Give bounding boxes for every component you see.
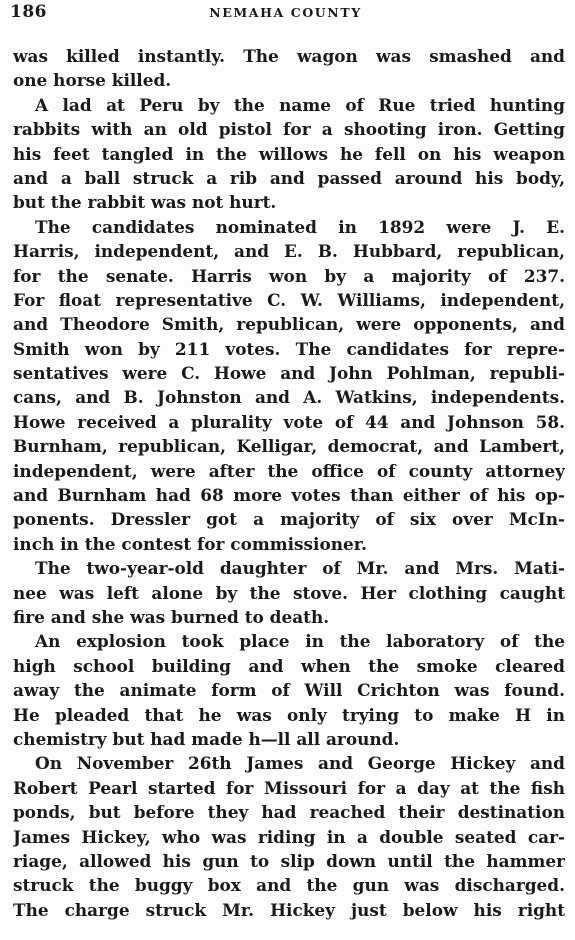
text-line: Smith won by 211 votes. The candidates for repre- (13, 338, 565, 359)
paragraph (13, 93, 565, 215)
text-line: A lad at Peru by the name of Rue tried hunting (35, 94, 565, 115)
text-line: and Burnham had 68 more votes than either of his op- (13, 485, 565, 506)
text-line: was killed instantly. The wagon was smashed and (13, 46, 565, 66)
text-line: inch in the contest for commissioner. (13, 533, 367, 554)
running-head (10, 2, 561, 24)
text-line: The charge struck Mr. Hickey just below his right (13, 899, 565, 920)
text-line: nee was left alone by the stove. Her clothing caught (13, 582, 565, 603)
text-line: He pleaded that he was only trying to make H in (13, 704, 565, 725)
text-line: Robert Pearl started for Missouri for a day at the fish (13, 777, 565, 798)
text-line: On November 26th James and George Hickey and (35, 753, 565, 774)
text-line: Howe received a plurality vote of 44 and Johnson 58. (13, 411, 565, 432)
text-line: independent, were after the office of county attorney (13, 460, 565, 481)
paragraph (13, 556, 565, 629)
text-line: An explosion took place in the laboratory of the (35, 631, 565, 652)
page-number: 186 (10, 2, 47, 22)
text-line: and a ball struck a rib and passed around his body, (13, 167, 565, 188)
text-line: sentatives were C. Howe and John Pohlman, republi- (13, 363, 565, 384)
text-line: and Theodore Smith, republican, were opponents, and (13, 314, 565, 335)
text-line: high school building and when the smoke cleared (13, 655, 565, 676)
text-line: cans, and B. Johnston and A. Watkins, independents. (13, 387, 565, 408)
paragraph (13, 44, 565, 93)
text-line: riage, allowed his gun to slip down until the hammer (13, 850, 565, 871)
body-text (13, 44, 565, 922)
text-line: James Hickey, who was riding in a double seated car- (13, 826, 565, 847)
text-line: struck the buggy box and the gun was discharged. (13, 875, 565, 896)
text-line: chemistry but had made h—ll all around. (13, 728, 400, 749)
text-line: Burnham, republican, Kelligar, democrat, and Lambert, (13, 436, 565, 457)
text-line: Harris, independent, and E. B. Hubbard, republican, (13, 241, 565, 262)
text-line: one horse killed. (13, 70, 172, 91)
text-line: rabbits with an old pistol for a shooting iron. Getting (13, 119, 565, 140)
text-line: away the animate form of Will Crichton was found. (13, 680, 565, 701)
paragraph (13, 629, 565, 751)
text-line: ponents. Dressler got a majority of six over McIn- (13, 509, 565, 530)
text-line: For float representative C. W. Williams, independent, (13, 289, 565, 310)
paragraph (13, 215, 565, 556)
text-line: ponds, but before they had reached their destination (13, 802, 565, 823)
text-line: but the rabbit was not hurt. (13, 192, 277, 213)
paragraph (13, 751, 565, 922)
text-line: his feet tangled in the willows he fell on his weapon (13, 143, 565, 164)
running-title: NEMAHA COUNTY (209, 5, 362, 20)
text-line: The candidates nominated in 1892 were J. E. (35, 216, 565, 237)
text-line: fire and she was burned to death. (13, 606, 330, 627)
text-line: The two-year-old daughter of Mr. and Mrs. Mati- (35, 558, 565, 579)
text-line: for the senate. Harris won by a majority of 237. (13, 265, 565, 286)
